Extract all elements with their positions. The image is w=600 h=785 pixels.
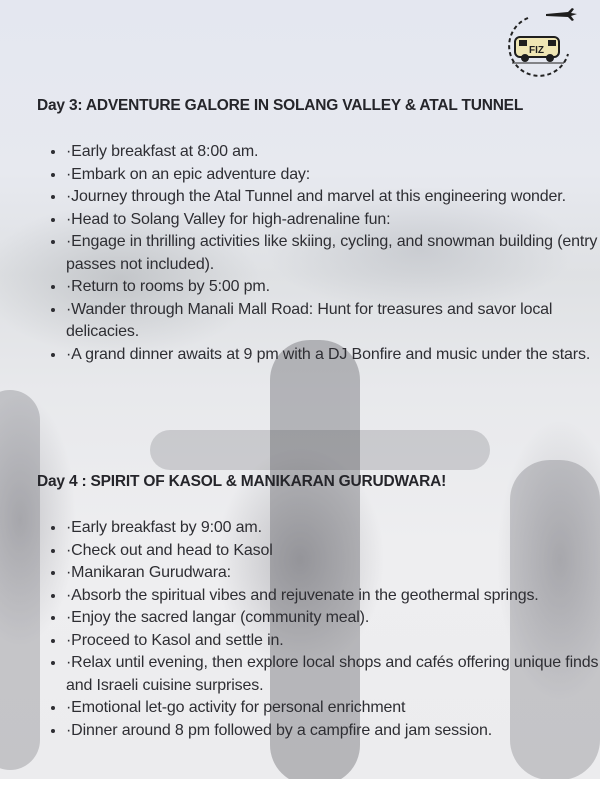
- day-3-title: Day 3: ADVENTURE GALORE IN SOLANG VALLEY & ATAL TUNNEL: [37, 97, 524, 114]
- list-item: • ·Enjoy the sacred langar (community meal).: [66, 607, 600, 630]
- list-item: • ·Early breakfast at 8:00 am.: [66, 141, 600, 164]
- svg-text:FIZ: FIZ: [529, 45, 544, 56]
- list-item: • ·Manikaran Gurudwara:: [66, 562, 600, 585]
- list-item: • ·Proceed to Kasol and settle in.: [66, 630, 600, 653]
- list-item: • ·A grand dinner awaits at 9 pm with a DJ Bonfire and music under the stars.: [66, 344, 600, 367]
- bottom-border: [0, 779, 600, 785]
- list-item: • ·Relax until evening, then explore local shops and cafés offering unique finds and Israeli cuisine surprises.: [66, 652, 600, 697]
- list-item: • ·Journey through the Atal Tunnel and marvel at this engineering wonder.: [66, 186, 600, 209]
- person-silhouette-left: [0, 390, 40, 770]
- list-item: • ·Dinner around 8 pm followed by a campfire and jam session.: [66, 720, 600, 743]
- list-item: • ·Emotional let-go activity for personal enrichment: [66, 697, 600, 720]
- van-plane-logo-icon: [498, 4, 578, 86]
- list-item: • ·Early breakfast by 9:00 am.: [66, 517, 600, 540]
- list-item: • ·Absorb the spiritual vibes and rejuvenate in the geothermal springs.: [66, 585, 600, 608]
- day-3-activity-list: [44, 141, 600, 366]
- list-item: • ·Head to Solang Valley for high-adrenaline fun:: [66, 209, 600, 232]
- day-4-title: Day 4 : SPIRIT OF KASOL & MANIKARAN GURUDWARA!: [37, 473, 447, 490]
- list-item: • ·Wander through Manali Mall Road: Hunt for treasures and savor local delicacies.: [66, 299, 600, 344]
- arms-silhouette: [150, 430, 490, 470]
- list-item: • ·Return to rooms by 5:00 pm.: [66, 276, 600, 299]
- travel-logo: [498, 4, 578, 86]
- list-item: • ·Engage in thrilling activities like skiing, cycling, and snowman building (entry passes not included).: [66, 231, 600, 276]
- list-item: • ·Check out and head to Kasol: [66, 540, 600, 563]
- day-4-activity-list: [44, 517, 600, 742]
- list-item: • ·Embark on an epic adventure day:: [66, 164, 600, 187]
